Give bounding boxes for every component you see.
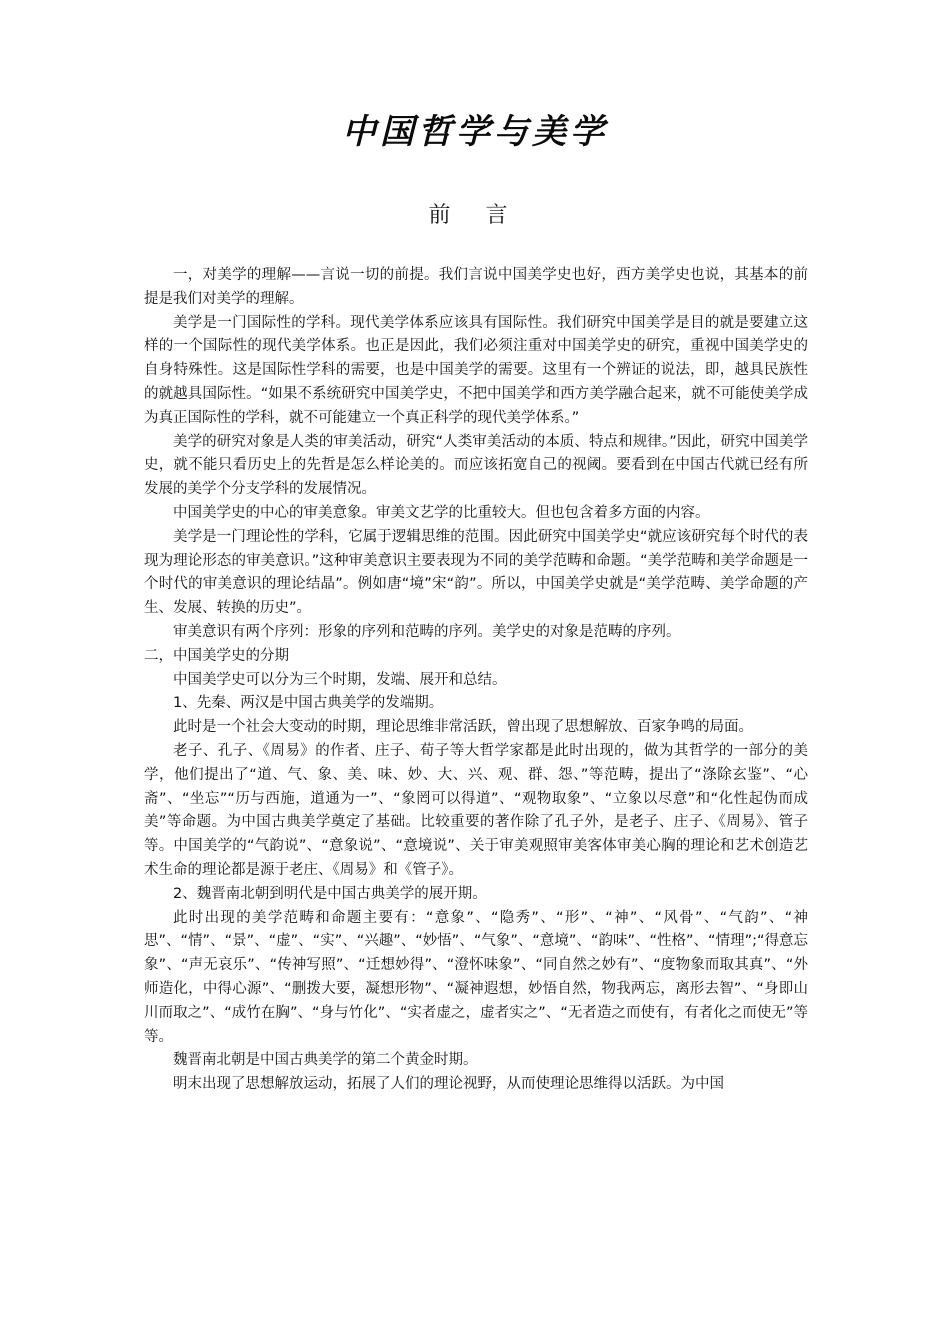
paragraph: 一，对美学的理解——言说一切的前提。我们言说中国美学史也好，西方美学史也说，其基本的前提是我们对美学的理解。: [144, 267, 808, 307]
body-text: [144, 264, 808, 1097]
paragraph: 中国美学史的中心的审美意象。审美文艺学的比重较大。但也包含着多方面的内容。: [173, 504, 710, 521]
paragraph: 此时出现的美学范畴和命题主要有：“意象”、“隐秀”、“形”、“神”、“风骨”、“气韵”、“神思”、“情”、“景”、“虚”、“实”、“兴趣”、“妙悟”、“气象”、“意境”、“韵味”、“性格”、“情理”;“得意忘象”、“声无哀乐”、“传神写照”、“迁想妙得”、“澄怀味象”、“同自然之妙有”、“度物象而取其真”、“外师造化，中得心源”、“删拨大要，凝想形物”、“凝神遐想，妙悟自然，物我两忘，离形去智”、“身即山川而取之”、“成竹在胸”、“身与竹化”、“实者虚之，虚者实之”、“无者造之而使有，有者化之而使无”等等。: [144, 909, 808, 1045]
paragraph: 明末出现了思想解放运动，拓展了人们的理论视野，从而使理论思维得以活跃。为中国: [173, 1076, 724, 1093]
section-heading: 二，中国美学史的分期: [144, 647, 289, 664]
paragraph: 2、魏晋南北朝到明代是中国古典美学的展开期。: [173, 885, 487, 902]
paragraph: 此时是一个社会大变动的时期，理论思维非常活跃，曾出现了思想解放、百家争鸣的局面。: [173, 719, 753, 736]
section-title: 前 言: [428, 203, 522, 228]
paragraph: 中国美学史可以分为三个时期，发端、展开和总结。: [173, 671, 507, 688]
paragraph: 美学是一门国际性的学科。现代美学体系应该具有国际性。我们研究中国美学是目的就是要建立这样的一个国际性的现代美学体系。也正是因此，我们必须注重对中国美学史的研究，重视中国美学史的自身特殊性。这是国际性学科的需要，也是中国美学的需要。这里有一个辨证的说法，即，越具民族性的就越具国际性。“如果不系统研究中国美学史，不把中国美学和西方美学融合起来，就不可能使美学成为真正国际性的学科，就不可能建立一个真正科学的现代美学体系。”: [144, 314, 808, 426]
page-title: 中国哲学与美学: [342, 112, 608, 152]
paragraph: 1、先秦、两汉是中国古典美学的发端期。: [173, 695, 444, 712]
paragraph: 魏晋南北朝是中国古典美学的第二个黄金时期。: [173, 1052, 478, 1069]
paragraph: 审美意识有两个序列：形象的序列和范畴的序列。美学史的对象是范畴的序列。: [173, 623, 681, 640]
paragraph: 美学是一门理论性的学科，它属于逻辑思维的范围。因此研究中国美学史“就应该研究每个时代的表现为理论形态的审美意识。”这种审美意识主要表现为不同的美学范畴和命题。“美学范畴和美学命题是一个时代的审美意识的理论结晶”。例如唐“境”宋“韵”。所以，中国美学史就是“美学范畴、美学命题的产生、发展、转换的历史”。: [144, 528, 808, 617]
paragraph: 老子、孔子、《周易》的作者、庄子、荀子等大哲学家都是此时出现的，做为其哲学的一部分的美学，他们提出了“道、气、象、美、味、妙、大、兴、观、群、怨、”等范畴，提出了“涤除玄鉴”、“心斋”、“坐忘”“历与西施，道通为一”、“象罔可以得道”、“观物取象”、“立象以尽意”和“化性起伪而成美”等命题。为中国古典美学奠定了基础。比较重要的著作除了孔子外，是老子、庄子、《周易》、管子等。中国美学的“气韵说”、“意象说”、“意境说”、关于审美观照审美客体审美心胸的理论和艺术创造艺术生命的理论都是源于老庄、《周易》和《管子》。: [144, 742, 808, 878]
paragraph: 美学的研究对象是人类的审美活动，研究“人类审美活动的本质、特点和规律。”因此，研究中国美学史，就不能只看历史上的先哲是怎么样论美的。而应该拓宽自己的视阈。要看到在中国古代就已经有所发展的美学个分支学科的发展情况。: [144, 433, 808, 498]
